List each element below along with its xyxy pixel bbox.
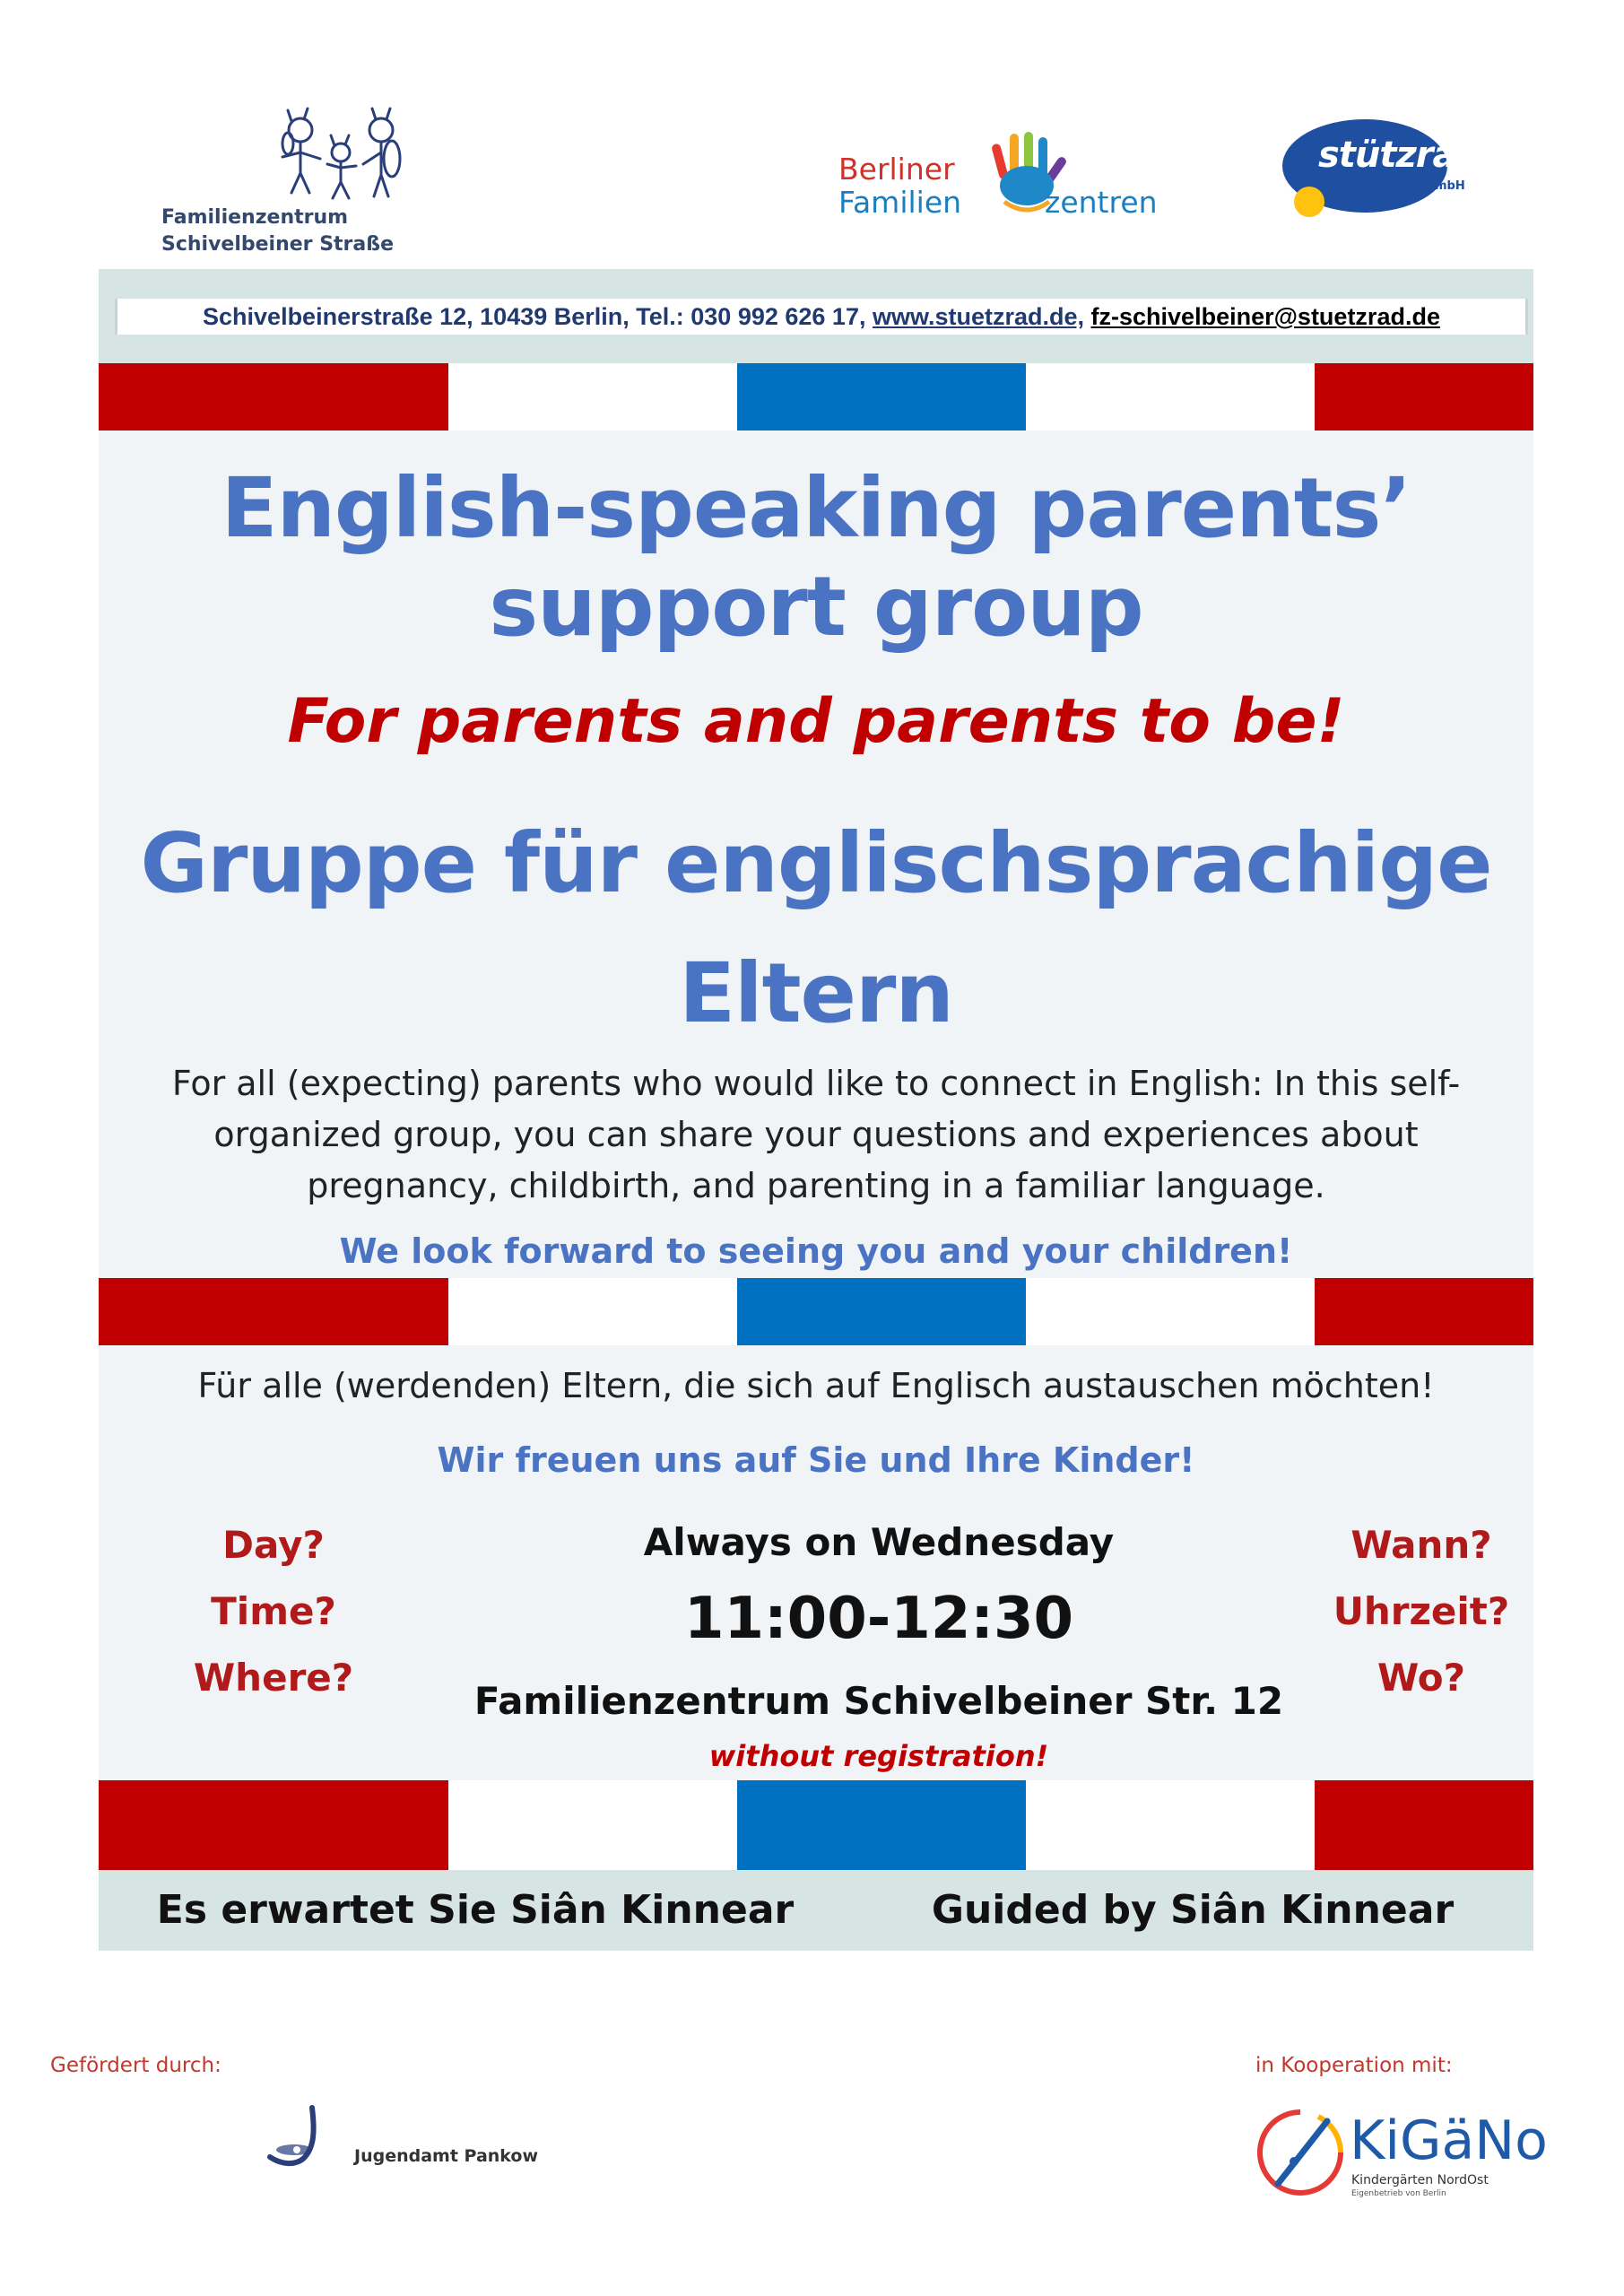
stripe-bar-top: [99, 363, 1533, 430]
stripe-blue-segment: [737, 1780, 1026, 1870]
guide-german: Es erwartet Sie Siân Kinnear: [156, 1887, 795, 1933]
body-en-line1: For all (expecting) parents who would like to connect in English: In this self-: [171, 1064, 1461, 1103]
bfz-logo-line1: Berliner: [838, 152, 955, 187]
funded-by-label: Gefördert durch:: [50, 2054, 221, 2077]
question-time: Time?: [211, 1589, 336, 1633]
address-text: Schivelbeinerstraße 12, 10439 Berlin, Tel.: 030 992 626 17,: [203, 303, 873, 330]
stripe-blue-segment: [737, 1278, 1026, 1345]
stripe-red-segment: [99, 363, 448, 430]
kigano-subtitle: Kindergärten NordOst: [1351, 2173, 1489, 2187]
bfz-logo-line2b: zentren: [1045, 185, 1158, 220]
stripe-white-segment: [1026, 363, 1315, 430]
questions-english: [175, 1512, 372, 1711]
title-german: [99, 798, 1533, 1058]
stripe-white-segment: [1026, 1278, 1315, 1345]
stripe-red-segment: [99, 1780, 448, 1870]
kigano-subtitle2: Eigenbetrieb von Berlin: [1351, 2189, 1446, 2198]
kigano-logo: [1251, 2099, 1547, 2215]
question-day: Day?: [222, 1523, 325, 1567]
stuetzrad-name: stützrad: [1318, 135, 1481, 176]
stripe-white-segment: [448, 1278, 737, 1345]
schedule-day: Always on Wednesday: [643, 1520, 1115, 1564]
stripe-red-segment: [1315, 363, 1533, 430]
stripe-white-segment: [1026, 1780, 1315, 1870]
kigano-name: KiGäNo: [1350, 2109, 1548, 2172]
body-en-line3: pregnancy, childbirth, and parenting in a familiar language.: [307, 1166, 1325, 1205]
subtitle: For parents and parents to be!: [287, 686, 1345, 757]
description-german: Für alle (werdenden) Eltern, die sich auf Englisch austauschen möchten!: [197, 1366, 1435, 1405]
title-de-line2: Eltern: [679, 945, 953, 1041]
title-english: [99, 459, 1533, 657]
title-en-line2: support group: [489, 559, 1143, 655]
jugendamt-logo: [263, 2103, 550, 2184]
cooperation-label: in Kooperation mit:: [1255, 2054, 1453, 2077]
berliner-familienzentren-logo: [838, 130, 1170, 247]
stripe-bar-bottom: [99, 1780, 1533, 1870]
fz-logo-line2: Schivelbeiner Straße: [161, 233, 394, 256]
kigano-emblem-icon: [1251, 2099, 1350, 2206]
cartoon-figures-icon: [157, 103, 426, 211]
jugendamt-emblem-icon: [263, 2103, 352, 2184]
website-link[interactable]: www.stuetzrad.de,: [872, 303, 1085, 330]
question-wo: Wo?: [1376, 1656, 1466, 1700]
stripe-blue-segment: [737, 363, 1026, 430]
freuen-text: Wir freuen uns auf Sie und Ihre Kinder!: [437, 1440, 1195, 1480]
bfz-logo-line2a: Familien: [838, 185, 962, 220]
title-de-line1: Gruppe für englischsprachige: [140, 815, 1492, 911]
schedule-time: 11:00-12:30: [684, 1586, 1073, 1652]
stripe-white-segment: [448, 363, 737, 430]
stripe-red-segment: [1315, 1278, 1533, 1345]
description-english: [99, 1058, 1533, 1212]
question-wann: Wann?: [1350, 1523, 1492, 1567]
question-where: Where?: [193, 1656, 354, 1700]
stuetzrad-suffix: gGmbH: [1417, 179, 1465, 193]
question-uhrzeit: Uhrzeit?: [1333, 1589, 1510, 1633]
body-en-line2: organized group, you can share your questions and experiences about: [213, 1115, 1419, 1154]
guide-english: Guided by Siân Kinnear: [931, 1887, 1455, 1933]
email-link[interactable]: fz-schivelbeiner@stuetzrad.de: [1090, 303, 1440, 330]
fz-logo-line1: Familienzentrum: [161, 206, 349, 229]
registration-note: without registration!: [708, 1739, 1049, 1773]
stuetzrad-logo: [1282, 117, 1489, 233]
look-forward-text: We look forward to seeing you and your children!: [339, 1231, 1293, 1271]
stripe-white-segment: [448, 1780, 737, 1870]
familienzentrum-logo-text: [161, 204, 394, 258]
address-line: [115, 299, 1528, 335]
jugendamt-name: Jugendamt Pankow: [354, 2146, 539, 2166]
stripe-red-segment: [1315, 1780, 1533, 1870]
questions-german: [1323, 1512, 1520, 1711]
title-en-line1: English-speaking parents’: [221, 460, 1411, 556]
schedule-location: Familienzentrum Schivelbeiner Str. 12: [473, 1679, 1284, 1723]
stripe-bar-middle: [99, 1278, 1533, 1345]
stripe-red-segment: [99, 1278, 448, 1345]
